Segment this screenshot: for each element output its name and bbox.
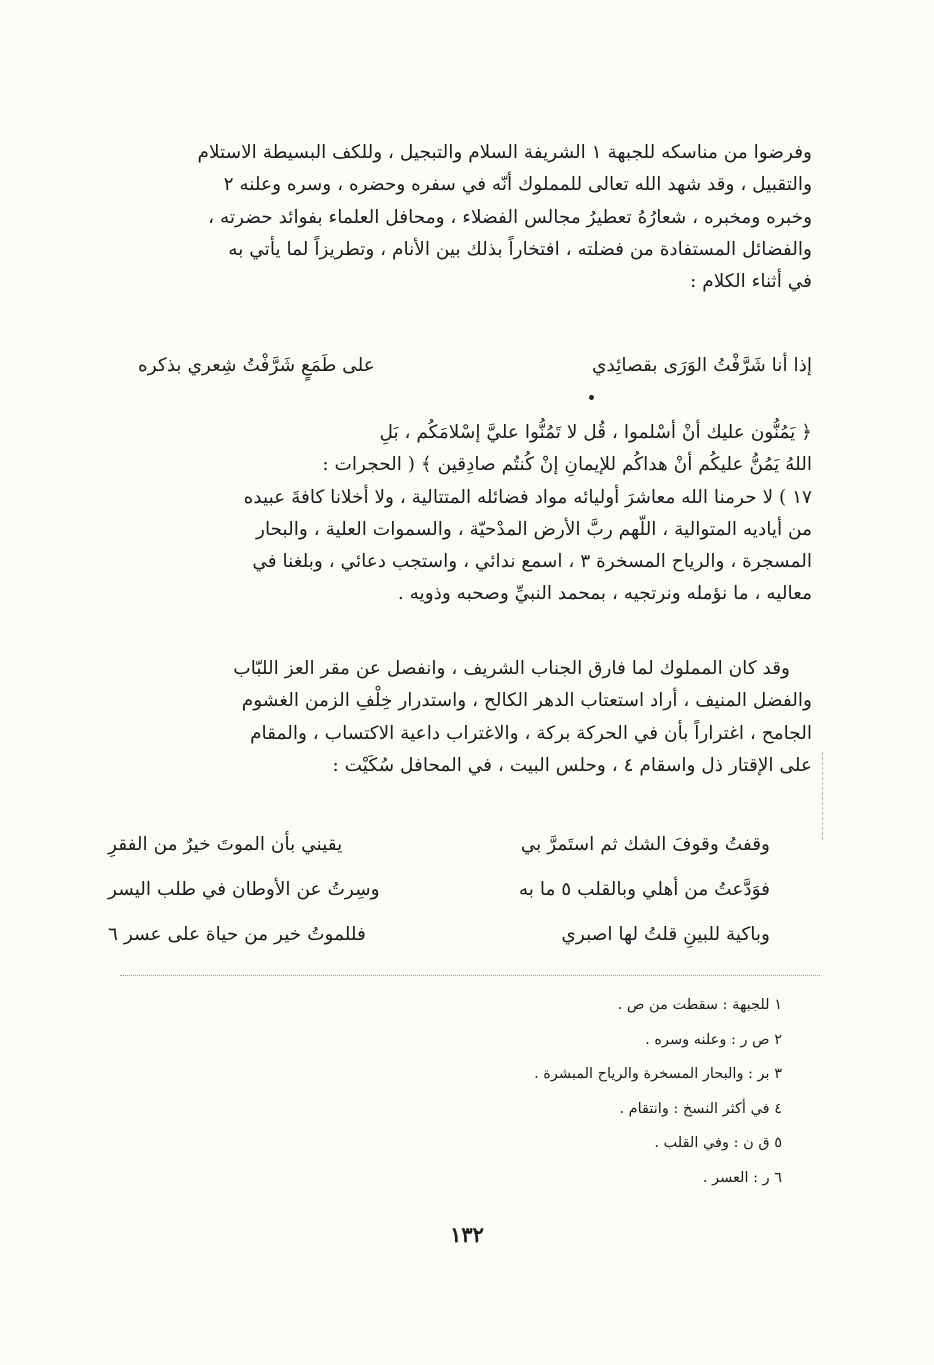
- page-number: ١٣٢: [450, 1222, 484, 1247]
- verse-second-hemistich: فللموتُ خير من حياة على عسر ٦: [108, 924, 366, 945]
- footnote: ٦ ر : العسر .: [702, 1169, 782, 1186]
- verse-first-hemistich: وقفتُ وقوفَ الشك ثم استَمرَّ بي: [520, 834, 770, 855]
- text-line: ﴿ يَمُنُّون عليك أنْ أسْلموا ، قُل لا تَمُنُّوا عليَّ إسْلامَكُم ، بَلِ: [379, 422, 812, 443]
- paragraph-2: [108, 417, 812, 611]
- paragraph-1: [108, 137, 812, 298]
- footnote: ١ للجبهة : سقطت من ص .: [617, 997, 782, 1013]
- verse-line: [108, 349, 812, 383]
- text-line: المسجرة ، والرياح المسخرة ٣ ، اسمع ندائي ، واستجب دعائي ، وبلغنا في: [252, 551, 812, 573]
- margin-line: [822, 752, 823, 840]
- text-line: وفرضوا من مناسكه للجبهة ١ الشريفة السلام والتبجيل ، وللكف البسيطة الاستلام: [197, 142, 812, 163]
- text-line: الجامح ، اغتراراً بأن في الحركة بركة ، والاغتراب داعية الاكتساب ، والمقام: [250, 722, 812, 744]
- text-line: على الإقتار ذل واسقام ٤ ، وحلس البيت ، في المحافل سُكَيْت :: [332, 754, 812, 776]
- paragraph-3: [108, 653, 812, 782]
- verse-second-hemistich: على طَمَعٍ شَرَّفْتُ شِعري بذكره: [138, 355, 375, 376]
- text-line: وخبره ومخبره ، شعارُهُ تعطيرُ مجالس الفضلاء ، ومحافل العلماء بفوائد حضرته ،: [208, 206, 812, 228]
- footnote: ٤ في أكثر النسخ : وانتقام .: [619, 1100, 782, 1117]
- text-line: في أثناء الكلام :: [690, 271, 812, 293]
- text-line: ١٧ ) لا حرمنا الله معاشرَ أوليائه مواد فضائله المتتالية ، ولا أخلانا كافةَ عبيده: [243, 486, 812, 508]
- text-line: والفضل المنيف ، أراد استعتاب الدهر الكالح ، واستدرار خِلْفِ الزمن الغشوم: [241, 690, 812, 712]
- verse-line: [108, 873, 812, 907]
- footnote: ٥ ق ن : وفي القلب .: [654, 1135, 782, 1151]
- footnote: ٢ ص ر : وعلنه وسره .: [645, 1031, 782, 1048]
- text-line: وقد كان المملوك لما فارق الجناب الشريف ، وانفصل عن مقر العز اللبّاب: [233, 658, 790, 679]
- footnote: ٣ بر : والبحار المسخرة والرياح المبشرة .: [534, 1066, 782, 1082]
- verse-first-hemistich: فوَدَّعتُ من أهلي وبالقلب ٥ ما به: [518, 879, 770, 900]
- footnote-separator: [120, 975, 820, 976]
- text-line: والتقبيل ، وقد شهد الله تعالى للمملوك أنّه في سفره وحضره ، وسره وعلنه ٢: [223, 174, 812, 196]
- verse-line: [108, 828, 812, 862]
- verse-first-hemistich: إذا أنا شَرَّفْتُ الوَرَى بقصائِدي: [592, 355, 812, 376]
- verse-first-hemistich: وباكية للبينِ قلتُ لها اصبري: [561, 924, 770, 945]
- verse-line: [108, 918, 812, 952]
- text-line: معاليه ، ما نؤمله ونرتجيه ، بمحمد النبيِّ وصحبه وذويه .: [397, 583, 812, 605]
- text-line: اللهُ يَمُنُّ عليكُم أنْ هداكُم للإيمانِ إنْ كُنتُم صادِقين ﴾ ( الحجرات :: [322, 454, 812, 476]
- text-line: والفضائل المستفادة من فضلته ، افتخاراً بذلك بين الأنام ، وتطريزاً لما يأتي به: [228, 238, 812, 260]
- dot-mark: [589, 395, 594, 400]
- text-line: من أياديه المتوالية ، اللّهم ربَّ الأرض المدْحيّة ، والسموات العلية ، والبحار: [256, 518, 812, 540]
- footnotes: [262, 988, 782, 1195]
- verse-second-hemistich: يقيني بأن الموتَ خيرٌ من الفقرِ: [108, 834, 343, 855]
- verse-second-hemistich: وسِرتُ عن الأوطان في طلب اليسر: [108, 879, 380, 900]
